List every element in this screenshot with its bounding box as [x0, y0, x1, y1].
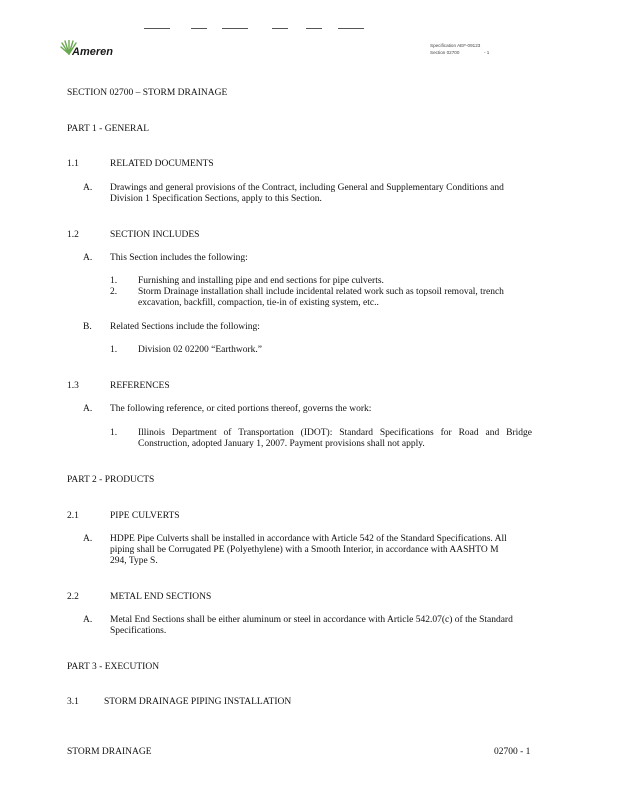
header-rule-4 [272, 28, 288, 29]
s22-a-line2: Specifications. [110, 626, 167, 636]
s13-i1-number: 1. [110, 428, 118, 438]
s11-a-line2: Division 1 Specification Sections, apply to this Section. [110, 194, 322, 204]
s13-a-text: The following reference, or cited portions thereof, governs the work: [110, 404, 372, 414]
footer-title: STORM DRAINAGE [67, 747, 152, 757]
section-ref: Section 02700 [430, 50, 460, 55]
s13-number: 1.3 [67, 381, 79, 391]
s21-a-line2: piping shall be Corrugated PE (Polyethylene) with a Smooth Interior, in accordance with AASHTO M [110, 545, 499, 555]
header-rule-5 [306, 28, 322, 29]
s22-a-line1: Metal End Sections shall be either aluminum or steel in accordance with Article 542.07(c) of the Standard [110, 615, 513, 625]
s13-i1-line2: Construction, adopted January 1, 2007. Payment provisions shall not apply. [138, 439, 425, 449]
header-rule-6 [338, 28, 364, 29]
s12-i1-text: Furnishing and installing pipe and end sections for pipe culverts. [138, 276, 384, 286]
section-title: SECTION 02700 – STORM DRAINAGE [67, 88, 228, 98]
s11-a-line1: Drawings and general provisions of the Contract, including General and Supplementary Conditions and [110, 183, 504, 193]
footer-page-number: 02700 - 1 [494, 747, 531, 757]
s12-i2-line2: excavation, backfill, compaction, tie-in of existing system, etc.. [138, 298, 379, 308]
part2-heading: PART 2 - PRODUCTS [67, 475, 155, 485]
s31-number: 3.1 [67, 697, 79, 707]
spec-number: Specification AEF-09123 [430, 43, 481, 48]
logo-text: Ameren [72, 46, 113, 58]
s12-title: SECTION INCLUDES [110, 230, 200, 240]
s12-a-letter: A. [83, 253, 93, 263]
s12-b-text: Related Sections include the following: [110, 322, 260, 332]
s12-i2-line1: Storm Drainage installation shall include incidental related work such as topsoil removal, trench [138, 287, 504, 297]
s21-a-letter: A. [83, 534, 93, 544]
header-rule-1 [144, 28, 170, 29]
s12-i2-number: 2. [110, 287, 118, 297]
s11-title: RELATED DOCUMENTS [110, 159, 214, 169]
part3-heading: PART 3 - EXECUTION [67, 662, 160, 672]
s21-a-line1: HDPE Pipe Culverts shall be installed in accordance with Article 542 of the Standard Specifications. All [110, 534, 507, 544]
s13-i1-line1: Illinois Department of Transportation (IDOT): Standard Specifications for Road and Bridge [138, 428, 532, 438]
s12-number: 1.2 [67, 230, 79, 240]
s13-title: REFERENCES [110, 381, 170, 391]
header-page: - 1 [484, 50, 490, 55]
s22-a-letter: A. [83, 615, 93, 625]
part1-heading: PART 1 - GENERAL [67, 124, 150, 134]
s31-title: STORM DRAINAGE PIPING INSTALLATION [104, 697, 292, 707]
s12-b1-number: 1. [110, 345, 118, 355]
s12-b-letter: B. [83, 322, 92, 332]
s13-a-letter: A. [83, 404, 93, 414]
s21-a-line3: 294, Type S. [110, 556, 158, 566]
s21-number: 2.1 [67, 511, 79, 521]
s12-a-text: This Section includes the following: [110, 253, 248, 263]
header-rule-2 [191, 28, 207, 29]
header-rule-3 [222, 28, 248, 29]
s22-number: 2.2 [67, 592, 79, 602]
s12-b1-text: Division 02 02200 “Earthwork.” [138, 345, 263, 355]
s11-number: 1.1 [67, 159, 79, 169]
s22-title: METAL END SECTIONS [110, 592, 212, 602]
s12-i1-number: 1. [110, 276, 118, 286]
s11-a-letter: A. [83, 183, 93, 193]
s21-title: PIPE CULVERTS [110, 511, 180, 521]
company-logo [60, 40, 150, 62]
